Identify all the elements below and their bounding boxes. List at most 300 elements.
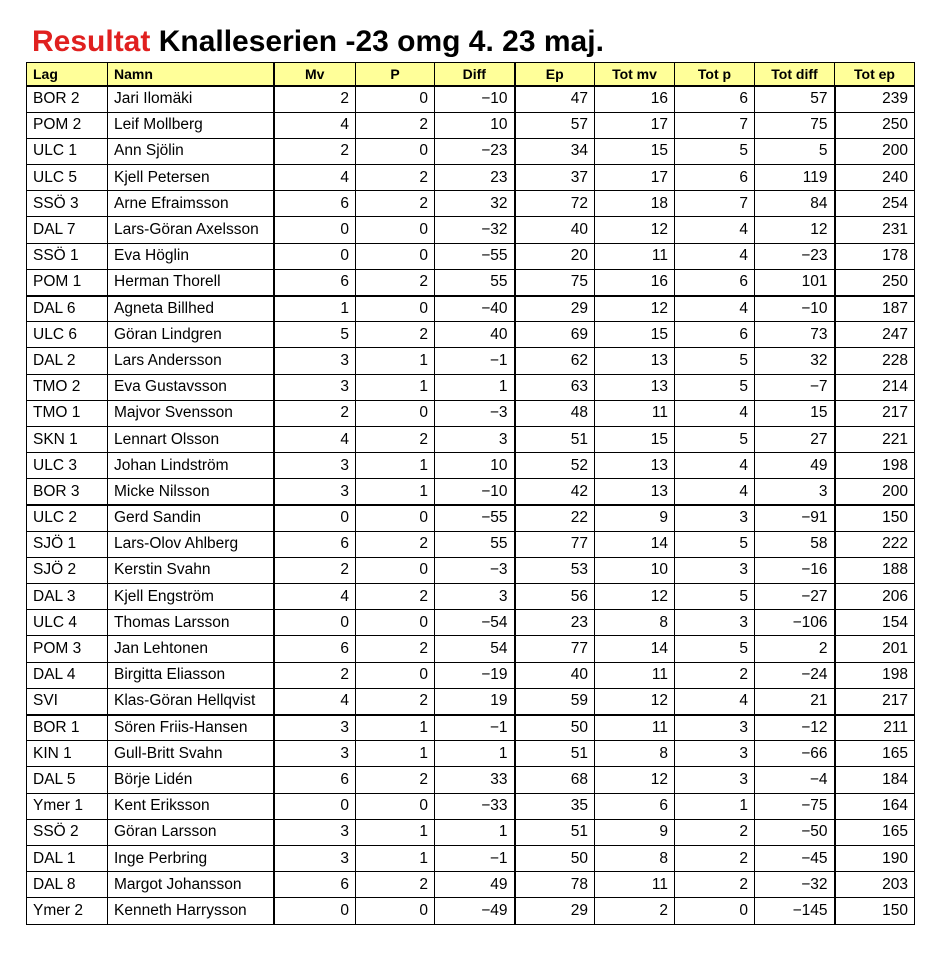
cell-namn: Arne Efraimsson — [108, 191, 274, 217]
cell-lag: BOR 3 — [27, 479, 108, 505]
cell-namn: Kjell Petersen — [108, 165, 274, 191]
cell-mv: 3 — [274, 741, 356, 767]
cell-diff: 19 — [435, 688, 515, 714]
cell-lag: DAL 3 — [27, 584, 108, 610]
cell-p: 0 — [356, 793, 435, 819]
cell-tot-ep: 200 — [835, 138, 915, 164]
cell-ep: 48 — [515, 400, 595, 426]
cell-mv: 1 — [274, 296, 356, 322]
cell-tot-p: 5 — [675, 636, 755, 662]
cell-tot-diff: 12 — [755, 217, 835, 243]
table-row — [27, 86, 915, 112]
table-row — [27, 872, 915, 898]
cell-tot-mv: 15 — [595, 322, 675, 348]
col-header-p: P — [356, 63, 435, 87]
cell-tot-ep: 198 — [835, 453, 915, 479]
cell-tot-diff: −32 — [755, 872, 835, 898]
cell-p: 0 — [356, 217, 435, 243]
cell-p: 0 — [356, 296, 435, 322]
cell-p: 1 — [356, 374, 435, 400]
cell-tot-diff: −16 — [755, 557, 835, 583]
cell-tot-diff: 2 — [755, 636, 835, 662]
cell-mv: 4 — [274, 112, 356, 138]
cell-tot-ep: 250 — [835, 269, 915, 295]
cell-tot-p: 2 — [675, 819, 755, 845]
cell-lag: DAL 1 — [27, 845, 108, 871]
cell-tot-ep: 228 — [835, 348, 915, 374]
cell-ep: 51 — [515, 819, 595, 845]
cell-lag: DAL 6 — [27, 296, 108, 322]
cell-diff: −55 — [435, 505, 515, 531]
cell-tot-diff: −23 — [755, 243, 835, 269]
cell-ep: 50 — [515, 845, 595, 871]
cell-tot-diff: −66 — [755, 741, 835, 767]
cell-lag: POM 2 — [27, 112, 108, 138]
cell-ep: 72 — [515, 191, 595, 217]
cell-p: 0 — [356, 86, 435, 112]
cell-ep: 47 — [515, 86, 595, 112]
cell-tot-ep: 187 — [835, 296, 915, 322]
cell-tot-p: 3 — [675, 505, 755, 531]
cell-lag: ULC 4 — [27, 610, 108, 636]
cell-tot-mv: 9 — [595, 819, 675, 845]
cell-tot-diff: 58 — [755, 531, 835, 557]
cell-diff: −1 — [435, 845, 515, 871]
cell-mv: 4 — [274, 426, 356, 452]
cell-p: 2 — [356, 584, 435, 610]
table-row — [27, 584, 915, 610]
table-row — [27, 165, 915, 191]
cell-tot-p: 5 — [675, 374, 755, 400]
cell-diff: −40 — [435, 296, 515, 322]
cell-tot-mv: 8 — [595, 610, 675, 636]
cell-ep: 78 — [515, 872, 595, 898]
cell-p: 2 — [356, 531, 435, 557]
cell-namn: Johan Lindström — [108, 453, 274, 479]
table-row — [27, 557, 915, 583]
cell-namn: Eva Gustavsson — [108, 374, 274, 400]
title-rest: Knalleserien -23 omg 4. 23 maj. — [158, 25, 604, 58]
cell-lag: SVI — [27, 688, 108, 714]
cell-ep: 68 — [515, 767, 595, 793]
cell-tot-mv: 11 — [595, 400, 675, 426]
cell-tot-p: 2 — [675, 872, 755, 898]
cell-tot-diff: 27 — [755, 426, 835, 452]
results-table — [26, 62, 915, 925]
cell-ep: 51 — [515, 741, 595, 767]
cell-diff: 3 — [435, 584, 515, 610]
cell-mv: 3 — [274, 819, 356, 845]
cell-lag: DAL 2 — [27, 348, 108, 374]
cell-mv: 3 — [274, 453, 356, 479]
cell-tot-diff: −45 — [755, 845, 835, 871]
cell-ep: 77 — [515, 636, 595, 662]
cell-tot-diff: 84 — [755, 191, 835, 217]
col-header-mv: Mv — [274, 63, 356, 87]
cell-mv: 4 — [274, 584, 356, 610]
cell-tot-diff: 75 — [755, 112, 835, 138]
table-row — [27, 636, 915, 662]
cell-mv: 6 — [274, 767, 356, 793]
cell-p: 0 — [356, 557, 435, 583]
cell-p: 2 — [356, 872, 435, 898]
cell-mv: 2 — [274, 662, 356, 688]
col-header-tot-mv: Tot mv — [595, 63, 675, 87]
cell-tot-ep: 198 — [835, 662, 915, 688]
cell-tot-diff: 3 — [755, 479, 835, 505]
col-header-tot-diff: Tot diff — [755, 63, 835, 87]
table-row — [27, 400, 915, 426]
cell-tot-p: 3 — [675, 557, 755, 583]
table-row — [27, 767, 915, 793]
cell-mv: 6 — [274, 269, 356, 295]
cell-tot-mv: 14 — [595, 531, 675, 557]
cell-lag: DAL 5 — [27, 767, 108, 793]
col-header-ep: Ep — [515, 63, 595, 87]
cell-mv: 0 — [274, 610, 356, 636]
cell-diff: 40 — [435, 322, 515, 348]
cell-diff: −55 — [435, 243, 515, 269]
cell-p: 0 — [356, 898, 435, 924]
cell-mv: 4 — [274, 165, 356, 191]
cell-tot-p: 4 — [675, 217, 755, 243]
cell-ep: 51 — [515, 426, 595, 452]
table-row — [27, 191, 915, 217]
cell-diff: 32 — [435, 191, 515, 217]
cell-mv: 2 — [274, 400, 356, 426]
table-row — [27, 819, 915, 845]
cell-tot-p: 3 — [675, 715, 755, 741]
cell-tot-diff: −10 — [755, 296, 835, 322]
cell-tot-p: 4 — [675, 400, 755, 426]
cell-tot-diff: −75 — [755, 793, 835, 819]
cell-tot-ep: 254 — [835, 191, 915, 217]
cell-namn: Agneta Billhed — [108, 296, 274, 322]
cell-mv: 6 — [274, 872, 356, 898]
cell-p: 0 — [356, 610, 435, 636]
cell-tot-diff: −106 — [755, 610, 835, 636]
cell-diff: 33 — [435, 767, 515, 793]
cell-ep: 40 — [515, 662, 595, 688]
cell-namn: Jan Lehtonen — [108, 636, 274, 662]
col-header-lag: Lag — [27, 63, 108, 87]
cell-tot-diff: −4 — [755, 767, 835, 793]
cell-namn: Micke Nilsson — [108, 479, 274, 505]
cell-namn: Jari Ilomäki — [108, 86, 274, 112]
cell-p: 1 — [356, 715, 435, 741]
cell-tot-mv: 17 — [595, 112, 675, 138]
cell-diff: −33 — [435, 793, 515, 819]
cell-tot-mv: 12 — [595, 584, 675, 610]
cell-mv: 6 — [274, 531, 356, 557]
cell-tot-mv: 10 — [595, 557, 675, 583]
table-row — [27, 479, 915, 505]
cell-tot-mv: 13 — [595, 479, 675, 505]
cell-namn: Majvor Svensson — [108, 400, 274, 426]
cell-tot-diff: 49 — [755, 453, 835, 479]
cell-diff: −10 — [435, 86, 515, 112]
cell-tot-diff: −91 — [755, 505, 835, 531]
cell-lag: ULC 2 — [27, 505, 108, 531]
cell-diff: −3 — [435, 557, 515, 583]
table-row — [27, 138, 915, 164]
cell-tot-diff: 21 — [755, 688, 835, 714]
cell-tot-ep: 211 — [835, 715, 915, 741]
cell-tot-mv: 8 — [595, 741, 675, 767]
cell-namn: Klas-Göran Hellqvist — [108, 688, 274, 714]
cell-tot-mv: 12 — [595, 217, 675, 243]
cell-diff: −23 — [435, 138, 515, 164]
cell-ep: 63 — [515, 374, 595, 400]
cell-p: 2 — [356, 112, 435, 138]
cell-p: 2 — [356, 426, 435, 452]
cell-ep: 40 — [515, 217, 595, 243]
cell-diff: 1 — [435, 374, 515, 400]
cell-tot-ep: 222 — [835, 531, 915, 557]
cell-namn: Kenneth Harrysson — [108, 898, 274, 924]
cell-tot-mv: 12 — [595, 296, 675, 322]
cell-diff: −1 — [435, 715, 515, 741]
cell-tot-diff: 15 — [755, 400, 835, 426]
table-row — [27, 112, 915, 138]
cell-tot-p: 5 — [675, 138, 755, 164]
cell-namn: Thomas Larsson — [108, 610, 274, 636]
cell-diff: 3 — [435, 426, 515, 452]
cell-p: 0 — [356, 662, 435, 688]
table-row — [27, 322, 915, 348]
cell-tot-p: 4 — [675, 479, 755, 505]
cell-lag: SSÖ 2 — [27, 819, 108, 845]
table-row — [27, 296, 915, 322]
cell-ep: 57 — [515, 112, 595, 138]
cell-ep: 50 — [515, 715, 595, 741]
cell-lag: POM 1 — [27, 269, 108, 295]
cell-tot-p: 0 — [675, 898, 755, 924]
cell-mv: 2 — [274, 557, 356, 583]
cell-tot-p: 4 — [675, 453, 755, 479]
cell-mv: 3 — [274, 479, 356, 505]
cell-ep: 56 — [515, 584, 595, 610]
cell-namn: Eva Höglin — [108, 243, 274, 269]
cell-diff: 1 — [435, 819, 515, 845]
cell-tot-mv: 11 — [595, 662, 675, 688]
cell-lag: DAL 7 — [27, 217, 108, 243]
cell-ep: 42 — [515, 479, 595, 505]
cell-tot-p: 5 — [675, 531, 755, 557]
cell-diff: −1 — [435, 348, 515, 374]
cell-tot-diff: 119 — [755, 165, 835, 191]
cell-mv: 2 — [274, 86, 356, 112]
cell-mv: 4 — [274, 688, 356, 714]
cell-tot-mv: 13 — [595, 453, 675, 479]
cell-tot-mv: 16 — [595, 269, 675, 295]
cell-lag: Ymer 2 — [27, 898, 108, 924]
cell-mv: 0 — [274, 898, 356, 924]
cell-mv: 6 — [274, 191, 356, 217]
cell-tot-p: 2 — [675, 662, 755, 688]
cell-namn: Sören Friis-Hansen — [108, 715, 274, 741]
cell-p: 2 — [356, 191, 435, 217]
cell-tot-ep: 150 — [835, 898, 915, 924]
cell-namn: Kerstin Svahn — [108, 557, 274, 583]
cell-p: 2 — [356, 269, 435, 295]
cell-tot-p: 3 — [675, 767, 755, 793]
cell-namn: Kjell Engström — [108, 584, 274, 610]
col-header-diff: Diff — [435, 63, 515, 87]
cell-mv: 0 — [274, 217, 356, 243]
cell-p: 1 — [356, 479, 435, 505]
cell-tot-mv: 2 — [595, 898, 675, 924]
table-row — [27, 453, 915, 479]
cell-lag: KIN 1 — [27, 741, 108, 767]
cell-tot-p: 4 — [675, 243, 755, 269]
cell-tot-p: 4 — [675, 688, 755, 714]
cell-tot-ep: 201 — [835, 636, 915, 662]
cell-ep: 69 — [515, 322, 595, 348]
cell-diff: −10 — [435, 479, 515, 505]
cell-tot-ep: 188 — [835, 557, 915, 583]
cell-diff: 23 — [435, 165, 515, 191]
cell-lag: SJÖ 2 — [27, 557, 108, 583]
cell-diff: 49 — [435, 872, 515, 898]
cell-ep: 22 — [515, 505, 595, 531]
cell-tot-diff: 73 — [755, 322, 835, 348]
cell-p: 1 — [356, 348, 435, 374]
cell-diff: 54 — [435, 636, 515, 662]
cell-diff: −19 — [435, 662, 515, 688]
cell-tot-mv: 16 — [595, 86, 675, 112]
cell-mv: 3 — [274, 348, 356, 374]
cell-lag: BOR 1 — [27, 715, 108, 741]
cell-tot-ep: 221 — [835, 426, 915, 452]
cell-tot-mv: 6 — [595, 793, 675, 819]
cell-ep: 37 — [515, 165, 595, 191]
cell-namn: Margot Johansson — [108, 872, 274, 898]
cell-tot-ep: 190 — [835, 845, 915, 871]
cell-tot-p: 3 — [675, 741, 755, 767]
cell-tot-mv: 8 — [595, 845, 675, 871]
cell-namn: Göran Lindgren — [108, 322, 274, 348]
cell-ep: 77 — [515, 531, 595, 557]
cell-lag: ULC 3 — [27, 453, 108, 479]
cell-namn: Inge Perbring — [108, 845, 274, 871]
cell-tot-ep: 217 — [835, 688, 915, 714]
cell-tot-diff: −50 — [755, 819, 835, 845]
cell-lag: SSÖ 3 — [27, 191, 108, 217]
cell-namn: Leif Mollberg — [108, 112, 274, 138]
cell-tot-ep: 206 — [835, 584, 915, 610]
cell-tot-ep: 203 — [835, 872, 915, 898]
cell-diff: −3 — [435, 400, 515, 426]
cell-tot-mv: 13 — [595, 374, 675, 400]
cell-p: 1 — [356, 453, 435, 479]
cell-lag: DAL 8 — [27, 872, 108, 898]
cell-tot-ep: 247 — [835, 322, 915, 348]
cell-lag: POM 3 — [27, 636, 108, 662]
cell-lag: ULC 5 — [27, 165, 108, 191]
cell-tot-ep: 154 — [835, 610, 915, 636]
cell-lag: ULC 6 — [27, 322, 108, 348]
cell-namn: Lars Andersson — [108, 348, 274, 374]
cell-tot-p: 2 — [675, 845, 755, 871]
cell-ep: 23 — [515, 610, 595, 636]
title-highlight: Resultat — [32, 25, 151, 58]
cell-namn: Birgitta Eliasson — [108, 662, 274, 688]
cell-lag: TMO 2 — [27, 374, 108, 400]
cell-namn: Lennart Olsson — [108, 426, 274, 452]
cell-tot-ep: 150 — [835, 505, 915, 531]
cell-tot-ep: 250 — [835, 112, 915, 138]
table-row — [27, 348, 915, 374]
cell-diff: 10 — [435, 453, 515, 479]
cell-tot-p: 6 — [675, 269, 755, 295]
results-body — [27, 86, 915, 924]
cell-tot-p: 7 — [675, 191, 755, 217]
cell-tot-ep: 231 — [835, 217, 915, 243]
cell-diff: −54 — [435, 610, 515, 636]
cell-tot-ep: 178 — [835, 243, 915, 269]
cell-tot-diff: 5 — [755, 138, 835, 164]
cell-tot-diff: 57 — [755, 86, 835, 112]
cell-tot-ep: 200 — [835, 479, 915, 505]
cell-tot-ep: 184 — [835, 767, 915, 793]
cell-diff: 55 — [435, 531, 515, 557]
cell-tot-mv: 17 — [595, 165, 675, 191]
page-title — [32, 22, 604, 62]
cell-lag: ULC 1 — [27, 138, 108, 164]
cell-mv: 5 — [274, 322, 356, 348]
cell-diff: 55 — [435, 269, 515, 295]
table-row — [27, 898, 915, 924]
cell-ep: 20 — [515, 243, 595, 269]
cell-tot-p: 5 — [675, 584, 755, 610]
cell-tot-diff: 101 — [755, 269, 835, 295]
cell-p: 2 — [356, 767, 435, 793]
cell-mv: 3 — [274, 374, 356, 400]
cell-ep: 34 — [515, 138, 595, 164]
cell-tot-diff: 32 — [755, 348, 835, 374]
col-header-namn: Namn — [108, 63, 274, 87]
cell-tot-diff: −145 — [755, 898, 835, 924]
table-row — [27, 426, 915, 452]
cell-lag: SJÖ 1 — [27, 531, 108, 557]
cell-namn: Ann Sjölin — [108, 138, 274, 164]
col-header-tot-p: Tot p — [675, 63, 755, 87]
cell-tot-diff: −27 — [755, 584, 835, 610]
cell-p: 1 — [356, 741, 435, 767]
table-row — [27, 269, 915, 295]
cell-p: 2 — [356, 165, 435, 191]
cell-mv: 6 — [274, 636, 356, 662]
table-row — [27, 505, 915, 531]
cell-lag: Ymer 1 — [27, 793, 108, 819]
col-header-tot-ep: Tot ep — [835, 63, 915, 87]
cell-ep: 75 — [515, 269, 595, 295]
cell-mv: 2 — [274, 138, 356, 164]
cell-tot-mv: 11 — [595, 715, 675, 741]
table-row — [27, 845, 915, 871]
table-row — [27, 610, 915, 636]
cell-tot-mv: 14 — [595, 636, 675, 662]
table-row — [27, 217, 915, 243]
cell-tot-p: 1 — [675, 793, 755, 819]
cell-tot-diff: −12 — [755, 715, 835, 741]
cell-tot-diff: −7 — [755, 374, 835, 400]
cell-p: 0 — [356, 505, 435, 531]
cell-p: 2 — [356, 322, 435, 348]
cell-tot-mv: 18 — [595, 191, 675, 217]
cell-tot-mv: 15 — [595, 138, 675, 164]
